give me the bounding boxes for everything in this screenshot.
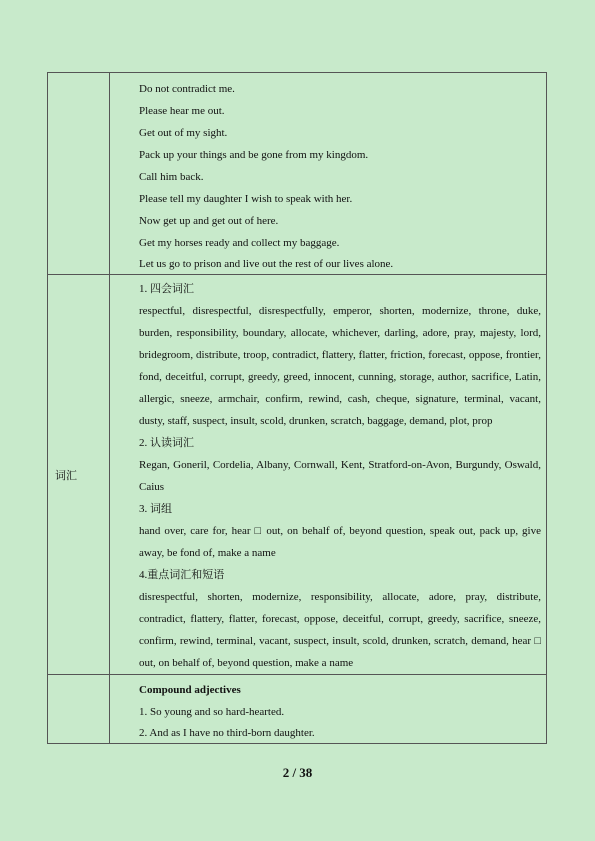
vocabulary-list: Regan, Goneril, Cordelia, Albany, Cornwall, Kent, Stratford-on-Avon, Burgundy, Oswald, Caius xyxy=(139,459,541,493)
label-cell-empty xyxy=(48,675,110,744)
grammar-heading: Compound adjectives xyxy=(139,684,241,696)
sentence-line: Let us go to prison and live out the rest of our lives alone. xyxy=(139,258,394,270)
sentence-line: Call him back. xyxy=(139,171,204,183)
example-sentence: 1. So young and so hard-hearted. xyxy=(139,706,285,718)
sentence-line: Please hear me out. xyxy=(139,105,225,117)
vocabulary-label: 词汇 xyxy=(48,275,110,675)
sentence-line: Please tell my daughter I wish to speak with her. xyxy=(139,193,353,205)
sentence-line: Get out of my sight. xyxy=(139,127,228,139)
section-heading: 3. 词组 xyxy=(139,503,172,515)
section-heading: 1. 四会词汇 xyxy=(139,283,194,295)
sentence-line: Now get up and get out of here. xyxy=(139,215,279,227)
key-vocabulary-list: disrespectful, shorten, modernize, responsibility, allocate, adore, pray, distribute, contradict, flattery, flatter, forecast, oppose, deceitful, corrupt, greedy, sacrifice, sneeze, confirm, rewind, terminal, vacant, suspect, insult, scold, drunken, scratch, demand, hear □ out, on behalf of, beyond question, make a name xyxy=(139,591,541,669)
table-row xyxy=(48,275,547,675)
vocabulary-list: respectful, disrespectful, disrespectfully, emperor, shorten, modernize, throne, duke, burden, responsibility, boundary, allocate, whichever, darling, adore, pray, majesty, lord, bridegroom, distribute, troop, contradict, flattery, flatter, friction, forecast, oppose, frontier, fond, deceitful, corrupt, greedy, greed, innocent, cunning, storage, author, sacrifice, Latin, allergic, sneeze, armchair, confirm, rewind, cash, cheque, signature, terminal, vacant, dusty, staff, suspect, insult, scold, drunken, scratch, baggage, demand, plot, prop xyxy=(139,305,541,427)
page-number: 2 / 38 xyxy=(282,765,313,780)
table-row xyxy=(48,73,547,275)
label-cell-empty xyxy=(48,73,110,275)
example-sentence: 2. And as I have no third-born daughter. xyxy=(139,727,315,739)
vocabulary-cell xyxy=(110,275,547,675)
phrase-list: hand over, care for, hear □ out, on behalf of, beyond question, speak out, pack up, give away, be fond of, make a name xyxy=(139,525,541,559)
grammar-cell xyxy=(110,675,547,744)
sentence-line: Get my horses ready and collect my baggage. xyxy=(139,237,340,249)
sentences-cell xyxy=(110,73,547,275)
section-heading: 2. 认读词汇 xyxy=(139,437,194,449)
table-row xyxy=(48,675,547,744)
content-table xyxy=(47,72,547,744)
sentence-line: Pack up your things and be gone from my kingdom. xyxy=(139,149,369,161)
section-heading: 4.重点词汇和短语 xyxy=(139,569,225,581)
sentence-line: Do not contradict me. xyxy=(139,83,235,95)
